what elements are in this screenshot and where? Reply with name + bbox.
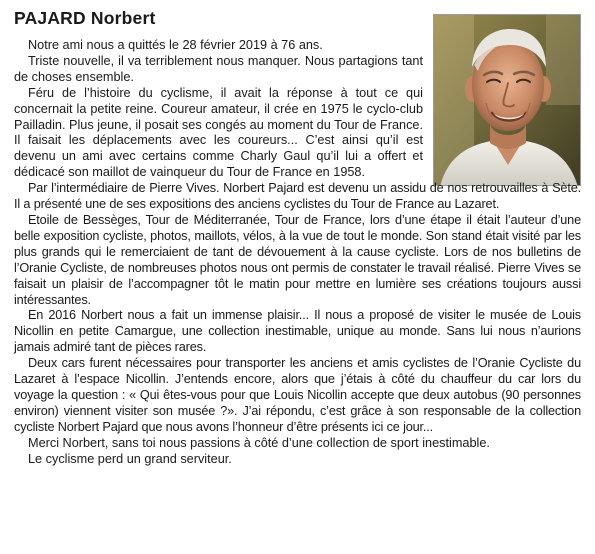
paragraph-7: Deux cars furent nécessaires pour transporter les anciens et amis cyclistes de l’Oranie Cycliste du Lazaret à l’espace Nicollin. J’entends encore, alors que j’étais à côté du chauffeur du car lors du voyage la question : « Qui êtes-vous pour que Louis Nicollin accepte que deux autobus (90 personnes environ) viennent visiter son musée ?». J’ai répondu, c’est grâce à son responsable de la collection cycliste Norbert Pajard que nous avons l’honneur d’être présents ici ce jour... [14,356,581,434]
page-title: PAJARD Norbert [14,8,156,28]
paragraph-6: En 2016 Norbert nous a fait un immense plaisir... Il nous a proposé de visiter le musée de Louis Nicollin en petite Camargue, une collection inestimable, unique au monde. Sans lui nous n’aurions jamais admiré tant de pièces rares. [14,308,581,355]
paragraph-5: Etoile de Bessèges, Tour de Méditerranée, Tour de France, lors d’une étape il était l’auteur d’une belle exposition cycliste, photos, maillots, vélos, à la vue de tout le monde. Son stand était visité par les plus grands qui le remerciaient de tant de dévouement à la cause cycliste. Lors de nos bulletins de l’Oranie Cycliste, de nombreuses photos nous ont permis de constater le travail réalisé. Pierre Vives se faisait un plaisir de l’accompagner tôt le matin pour mettre en lumière ses créations toujours aussi intéressantes. [14,212,581,307]
paragraph-2: Triste nouvelle, il va terriblement nous manquer. Nous partagions tant de choses ensemble. [14,53,423,84]
article-body [14,38,581,467]
paragraph-4: Par l’intermédiaire de Pierre Vives. Norbert Pajard est devenu un assidu de nos retrouvailles à Sète. Il a présenté une de ses expositions des anciens cyclistes du Tour de France au Lazaret. [14,181,581,212]
paragraph-3: Féru de l’histoire du cyclisme, il avait la réponse à tout ce qui concernait la petite reine. Coureur amateur, il crée en 1975 le cyclo-club Pailladin. Plus jeune, il posait ses congés au moment du Tour de France. Il faisait les déplacements avec les coureurs... C’est ainsi qu’il est devenu un ami avec certains comme Charly Gaul qu’il lui a offert et dédicacé son maillot de vainqueur du Tour de France en 1958. [14,85,423,180]
paragraph-1: Notre ami nous a quittés le 28 février 2019 à 76 ans. [28,38,323,52]
paragraph-8: Merci Norbert, sans toi nous passions à côté d’une collection de sport inestimable. [28,435,490,450]
paragraph-9: Le cyclisme perd un grand serviteur. [28,451,232,466]
